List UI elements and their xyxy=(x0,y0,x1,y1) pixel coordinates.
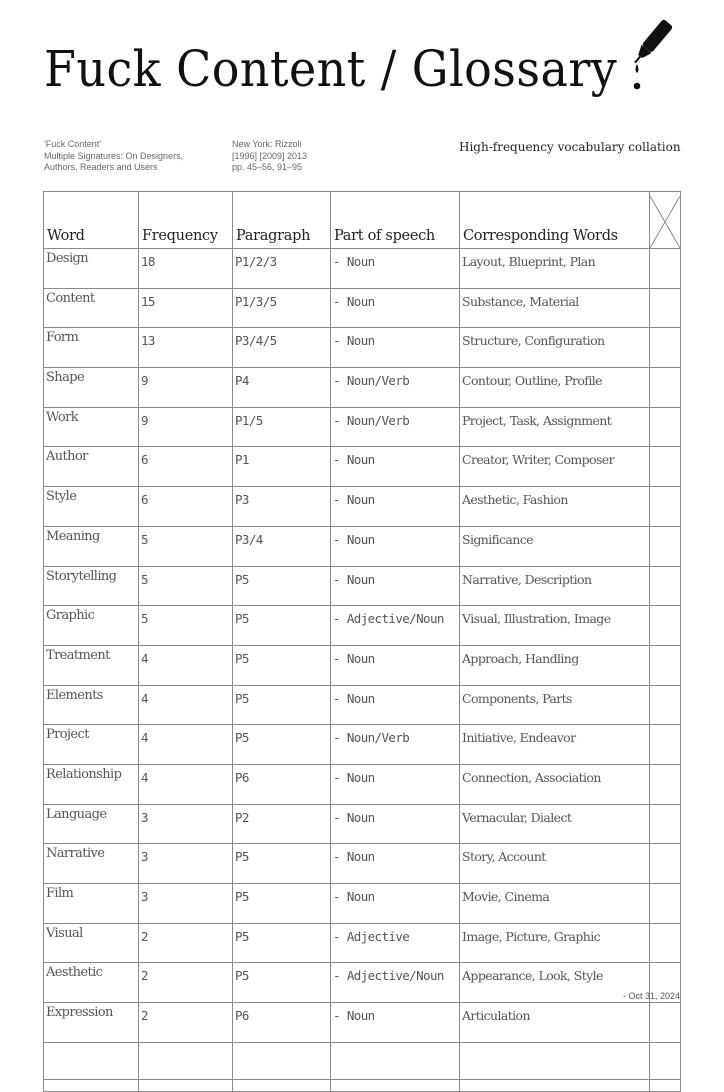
table-row xyxy=(44,685,681,725)
word-cell: Project xyxy=(44,725,139,765)
corresponding-words-cell: Approach, Handling xyxy=(460,645,650,685)
source-line: 'Fuck Content' xyxy=(44,139,101,149)
paragraph-cell: P3/4/5 xyxy=(233,328,331,368)
part-of-speech-cell: - Noun xyxy=(331,526,460,566)
part-of-speech-cell: - Noun xyxy=(331,566,460,606)
blank-cell xyxy=(650,764,681,804)
word-cell: Visual xyxy=(44,923,139,963)
corresponding-words-cell: Project, Task, Assignment xyxy=(460,407,650,447)
corresponding-words-cell: Articulation xyxy=(460,1003,650,1043)
subtitle: High-frequency vocabulary collation xyxy=(459,140,681,154)
empty-row xyxy=(44,1079,681,1091)
table-row xyxy=(44,804,681,844)
frequency-cell: 2 xyxy=(139,963,233,1003)
frequency-cell: 4 xyxy=(139,645,233,685)
word-cell: Design xyxy=(44,249,139,289)
blank-cell xyxy=(650,606,681,646)
part-of-speech-cell: - Noun/Verb xyxy=(331,725,460,765)
date-stamp: - Oct 31, 2024 xyxy=(622,991,680,1001)
part-of-speech-cell: - Noun xyxy=(331,249,460,289)
frequency-cell: 5 xyxy=(139,526,233,566)
source-line: Authors, Readers and Users xyxy=(44,162,158,172)
frequency-cell: 3 xyxy=(139,844,233,884)
corresponding-words-cell: Significance xyxy=(460,526,650,566)
paragraph-cell: P5 xyxy=(233,685,331,725)
part-of-speech-cell: - Adjective/Noun xyxy=(331,606,460,646)
blank-cell xyxy=(139,1042,233,1079)
glossary-table xyxy=(43,191,681,1092)
frequency-cell: 4 xyxy=(139,725,233,765)
blank-cell xyxy=(650,844,681,884)
cross-box-icon xyxy=(650,196,680,248)
part-of-speech-cell: - Noun xyxy=(331,645,460,685)
blank-cell xyxy=(44,1042,139,1079)
corresponding-words-cell: Appearance, Look, Style xyxy=(460,963,650,1003)
frequency-cell: 13 xyxy=(139,328,233,368)
word-cell: Work xyxy=(44,407,139,447)
word-cell: Author xyxy=(44,447,139,487)
word-cell: Relationship xyxy=(44,764,139,804)
word-cell: Style xyxy=(44,487,139,527)
frequency-cell: 2 xyxy=(139,1003,233,1043)
blank-cell xyxy=(650,645,681,685)
table-row xyxy=(44,566,681,606)
frequency-cell: 6 xyxy=(139,447,233,487)
blank-cell xyxy=(460,1042,650,1079)
word-cell: Graphic xyxy=(44,606,139,646)
table-row xyxy=(44,407,681,447)
word-cell: Elements xyxy=(44,685,139,725)
blank-cell xyxy=(650,566,681,606)
part-of-speech-cell: - Noun xyxy=(331,487,460,527)
corresponding-words-cell: Contour, Outline, Profile xyxy=(460,368,650,408)
header-paragraph: Paragraph xyxy=(233,192,331,249)
header-word: Word xyxy=(44,192,139,249)
word-cell: Film xyxy=(44,884,139,924)
corresponding-words-cell: Image, Picture, Graphic xyxy=(460,923,650,963)
table-row xyxy=(44,368,681,408)
empty-row xyxy=(44,1042,681,1079)
table-row xyxy=(44,844,681,884)
table-row xyxy=(44,645,681,685)
blank-cell xyxy=(650,804,681,844)
blank-cell xyxy=(331,1042,460,1079)
frequency-cell: 4 xyxy=(139,685,233,725)
source-info xyxy=(44,139,183,174)
header-corner xyxy=(650,192,681,249)
part-of-speech-cell: - Noun xyxy=(331,685,460,725)
paragraph-cell: P1/3/5 xyxy=(233,288,331,328)
table-row xyxy=(44,963,681,1003)
frequency-cell: 9 xyxy=(139,368,233,408)
blank-cell xyxy=(650,685,681,725)
table-row xyxy=(44,606,681,646)
word-cell: Language xyxy=(44,804,139,844)
table-row xyxy=(44,923,681,963)
paragraph-cell: P2 xyxy=(233,804,331,844)
blank-cell xyxy=(650,368,681,408)
blank-cell xyxy=(650,1042,681,1079)
word-cell: Treatment xyxy=(44,645,139,685)
part-of-speech-cell: - Adjective/Noun xyxy=(331,963,460,1003)
corresponding-words-cell: Components, Parts xyxy=(460,685,650,725)
word-cell: Content xyxy=(44,288,139,328)
frequency-cell: 18 xyxy=(139,249,233,289)
corresponding-words-cell: Connection, Association xyxy=(460,764,650,804)
header-part-of-speech: Part of speech xyxy=(331,192,460,249)
blank-cell xyxy=(44,1079,139,1091)
corresponding-words-cell: Story, Account xyxy=(460,844,650,884)
paragraph-cell: P5 xyxy=(233,645,331,685)
word-cell: Aesthetic xyxy=(44,963,139,1003)
paragraph-cell: P1/2/3 xyxy=(233,249,331,289)
table-row xyxy=(44,288,681,328)
blank-cell xyxy=(650,407,681,447)
word-cell: Storytelling xyxy=(44,566,139,606)
part-of-speech-cell: - Noun xyxy=(331,1003,460,1043)
part-of-speech-cell: - Noun/Verb xyxy=(331,407,460,447)
paragraph-cell: P3 xyxy=(233,487,331,527)
paragraph-cell: P5 xyxy=(233,844,331,884)
corresponding-words-cell: Aesthetic, Fashion xyxy=(460,487,650,527)
word-cell: Form xyxy=(44,328,139,368)
corresponding-words-cell: Movie, Cinema xyxy=(460,884,650,924)
page-title: Fuck Content / Glossary xyxy=(44,40,618,98)
table-row xyxy=(44,1003,681,1043)
part-of-speech-cell: - Noun xyxy=(331,804,460,844)
source-line: Multiple Signatures: On Designers, xyxy=(44,150,184,161)
word-cell: Expression xyxy=(44,1003,139,1043)
blank-cell xyxy=(650,487,681,527)
part-of-speech-cell: - Noun xyxy=(331,288,460,328)
frequency-cell: 6 xyxy=(139,487,233,527)
part-of-speech-cell: - Noun xyxy=(331,447,460,487)
corresponding-words-cell: Structure, Configuration xyxy=(460,328,650,368)
blank-cell xyxy=(650,1003,681,1043)
blank-cell xyxy=(650,447,681,487)
paragraph-cell: P4 xyxy=(233,368,331,408)
corresponding-words-cell: Layout, Blueprint, Plan xyxy=(460,249,650,289)
publication-line: [1996] [2009] 2013 xyxy=(232,150,308,161)
paragraph-cell: P5 xyxy=(233,884,331,924)
paragraph-cell: P5 xyxy=(233,566,331,606)
table-row xyxy=(44,487,681,527)
table-row xyxy=(44,764,681,804)
publication-info xyxy=(232,139,307,174)
frequency-cell: 4 xyxy=(139,764,233,804)
corresponding-words-cell: Substance, Material xyxy=(460,288,650,328)
blank-cell xyxy=(233,1079,331,1091)
blank-cell xyxy=(139,1079,233,1091)
paragraph-cell: P6 xyxy=(233,1003,331,1043)
part-of-speech-cell: - Adjective xyxy=(331,923,460,963)
blank-cell xyxy=(650,923,681,963)
header-corresponding-words: Corresponding Words xyxy=(460,192,650,249)
frequency-cell: 2 xyxy=(139,923,233,963)
frequency-cell: 5 xyxy=(139,566,233,606)
part-of-speech-cell: - Noun xyxy=(331,844,460,884)
paragraph-cell: P6 xyxy=(233,764,331,804)
blank-cell xyxy=(233,1042,331,1079)
blank-cell xyxy=(650,526,681,566)
word-cell: Narrative xyxy=(44,844,139,884)
corresponding-words-cell: Visual, Illustration, Image xyxy=(460,606,650,646)
paragraph-cell: P5 xyxy=(233,963,331,1003)
corresponding-words-cell: Initiative, Endeavor xyxy=(460,725,650,765)
corresponding-words-cell: Creator, Writer, Composer xyxy=(460,447,650,487)
header-frequency: Frequency xyxy=(139,192,233,249)
table-row xyxy=(44,249,681,289)
part-of-speech-cell: - Noun xyxy=(331,328,460,368)
blank-cell xyxy=(460,1079,650,1091)
frequency-cell: 15 xyxy=(139,288,233,328)
paragraph-cell: P5 xyxy=(233,606,331,646)
table-row xyxy=(44,526,681,566)
ink-pen-icon xyxy=(627,14,673,98)
frequency-cell: 9 xyxy=(139,407,233,447)
table-row xyxy=(44,328,681,368)
paragraph-cell: P5 xyxy=(233,725,331,765)
table-row xyxy=(44,447,681,487)
frequency-cell: 3 xyxy=(139,804,233,844)
part-of-speech-cell: - Noun xyxy=(331,884,460,924)
blank-cell xyxy=(650,1079,681,1091)
table-header-row xyxy=(44,192,681,249)
blank-cell xyxy=(650,249,681,289)
table-row xyxy=(44,725,681,765)
paragraph-cell: P1 xyxy=(233,447,331,487)
publication-line: pp. 45–56, 91–95 xyxy=(232,162,303,172)
blank-cell xyxy=(650,328,681,368)
blank-cell xyxy=(650,725,681,765)
part-of-speech-cell: - Noun xyxy=(331,764,460,804)
word-cell: Meaning xyxy=(44,526,139,566)
frequency-cell: 3 xyxy=(139,884,233,924)
blank-cell xyxy=(331,1079,460,1091)
corresponding-words-cell: Narrative, Description xyxy=(460,566,650,606)
paragraph-cell: P5 xyxy=(233,923,331,963)
paragraph-cell: P1/5 xyxy=(233,407,331,447)
table-row xyxy=(44,884,681,924)
word-cell: Shape xyxy=(44,368,139,408)
blank-cell xyxy=(650,288,681,328)
frequency-cell: 5 xyxy=(139,606,233,646)
publication-line: New York: Rizzoli xyxy=(232,139,302,149)
corresponding-words-cell: Vernacular, Dialect xyxy=(460,804,650,844)
paragraph-cell: P3/4 xyxy=(233,526,331,566)
part-of-speech-cell: - Noun/Verb xyxy=(331,368,460,408)
blank-cell xyxy=(650,884,681,924)
